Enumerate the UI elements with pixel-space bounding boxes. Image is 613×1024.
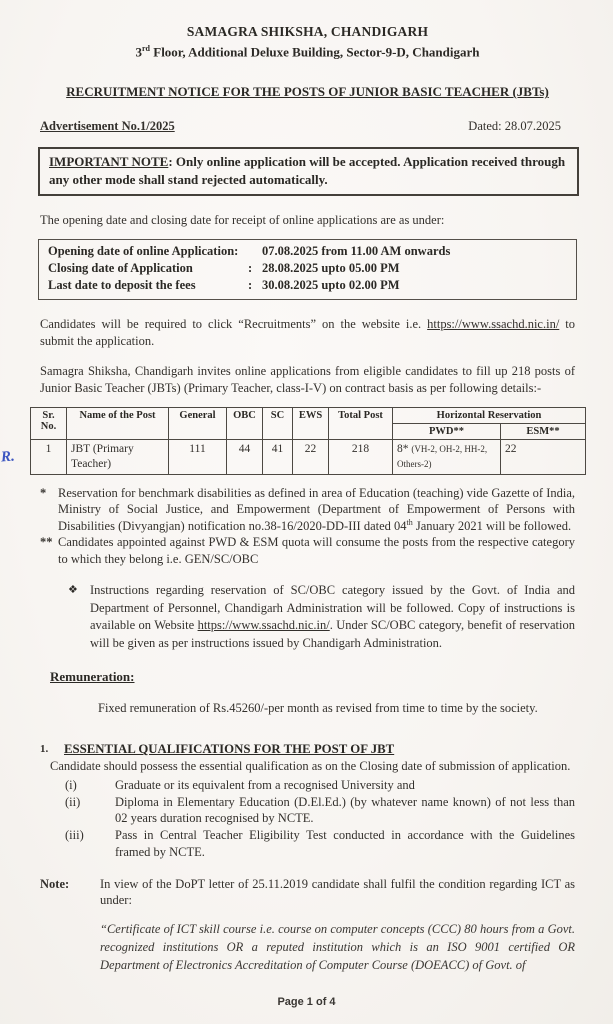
cell-general: 111 bbox=[169, 439, 227, 474]
ict-quote: “Certificate of ICT skill course i.e. course on computer concepts (CCC) 80 hours from a Govt. recognized institutions OR a reputed institution which is an ISO 9001 certified OR Department of Electronics Accreditation of Computer Course (DOEACC) of Govt. of bbox=[100, 922, 575, 972]
cell-esm: 22 bbox=[501, 439, 586, 474]
date-value: 28.08.2025 upto 05.00 PM bbox=[262, 261, 400, 276]
footnote-star bbox=[40, 485, 575, 535]
date-label: Opening date of online Application: bbox=[48, 244, 239, 259]
important-note-box bbox=[38, 147, 579, 196]
list-item-number: (iii) bbox=[65, 828, 84, 843]
dates-table bbox=[38, 239, 577, 300]
website-link: https://www.ssachd.nic.in/ bbox=[427, 316, 560, 331]
diamond-bullet-icon: ❖ bbox=[68, 584, 78, 597]
org-address bbox=[40, 44, 575, 60]
remuneration-heading: Remuneration: bbox=[50, 669, 135, 685]
list-item bbox=[65, 827, 575, 861]
ict-note-label: Note: bbox=[40, 876, 70, 891]
list-item-number: (ii) bbox=[65, 794, 81, 809]
date-label: Closing date of Application bbox=[48, 261, 193, 276]
cell-ews: 22 bbox=[293, 439, 329, 474]
ict-note-text: In view of the DoPT letter of 25.11.2019 candidate shall fulfil the condition regarding ICT as under: bbox=[100, 876, 575, 908]
footnote-star-sup: th bbox=[406, 517, 413, 527]
org-name: SAMAGRA SHIKSHA, CHANDIGARH bbox=[186, 24, 429, 39]
qualifications-list bbox=[65, 777, 575, 861]
list-item-text: Graduate or its equivalent from a recognised University and bbox=[115, 777, 415, 792]
col-header-general: General bbox=[169, 407, 227, 439]
date-label: Last date to deposit the fees bbox=[48, 277, 196, 292]
date-row-closing bbox=[48, 260, 567, 277]
remuneration-text: Fixed remuneration of Rs.45260/-per month as revised from time to time by the society. bbox=[98, 701, 538, 716]
date-value: 30.08.2025 upto 02.00 PM bbox=[262, 277, 400, 292]
date-colon: : bbox=[248, 261, 253, 276]
website-paragraph bbox=[40, 316, 575, 350]
list-item-text: Pass in Central Teacher Eligibility Test conducted in accordance with the Guidelines framed by NCTE. bbox=[115, 828, 575, 859]
date-row-opening bbox=[48, 243, 567, 260]
cell-pwd-main: 8* bbox=[397, 442, 412, 455]
qualifications-intro: Candidate should possess the essential qualification as on the Closing date of submission of application. bbox=[50, 759, 571, 774]
website-paragraph-pre: Candidates will be required to click “Recruitments” on the website i.e. bbox=[40, 316, 428, 331]
col-header-obc: OBC bbox=[227, 407, 263, 439]
address-rest: Floor, Additional Deluxe Building, Sector-9-D, Chandigarh bbox=[150, 44, 480, 60]
list-item bbox=[65, 794, 575, 828]
cell-obc: 44 bbox=[227, 439, 263, 474]
col-header-total: Total Post bbox=[329, 407, 393, 439]
col-header-horizontal-reservation: Horizontal Reservation bbox=[393, 407, 586, 423]
qualifications-heading: ESSENTIAL QUALIFICATIONS FOR THE POST OF JBT bbox=[64, 742, 395, 757]
instructions-website-link: https://www.ssachd.nic.in/ bbox=[197, 618, 330, 633]
footnote-star-marker: * bbox=[40, 485, 47, 500]
cell-sc: 41 bbox=[263, 439, 293, 474]
important-note-label: IMPORTANT NOTE bbox=[49, 154, 169, 170]
col-header-ews: EWS bbox=[293, 407, 329, 439]
address-floor-number: 3 bbox=[135, 44, 142, 60]
advertisement-row bbox=[40, 119, 575, 134]
cell-pwd bbox=[393, 439, 501, 474]
opening-dates-intro: The opening date and closing date for receipt of online applications are as under: bbox=[40, 213, 445, 228]
handwritten-margin-mark: R. bbox=[0, 448, 16, 466]
col-header-pwd: PWD** bbox=[393, 423, 501, 439]
footnote-double-star-text: Candidates appointed against PWD & ESM quota will consume the posts from the respective category to which they belong i.e. GEN/SC/OBC bbox=[58, 535, 575, 566]
footnote-star-pre: Reservation for benchmark disabilities as defined in area of Education (teaching) vide Gazette of India, Ministry of Social Justice, and Empowerment (Department of Empowerment of Persons with Disabilities (Divyangjan) notification no.38-16/2020-DD-III dated 04 bbox=[58, 485, 575, 533]
sc-obc-instructions-text bbox=[90, 582, 575, 652]
list-item-text: Diploma in Elementary Education (D.El.Ed.) (by whatever name known) of not less than 02 years duration recognised by NCTE. bbox=[115, 794, 575, 826]
col-header-sc: SC bbox=[263, 407, 293, 439]
website-paragraph-post: to submit the application. bbox=[40, 316, 575, 348]
cell-post-name: JBT (Primary Teacher) bbox=[67, 439, 169, 474]
address-floor-ordinal: rd bbox=[142, 44, 150, 53]
cell-sr: 1 bbox=[31, 439, 67, 474]
sc-obc-instructions bbox=[68, 582, 575, 652]
instructions-post: . Under SC/OBC category, benefit of reservation will be given as per instructions issued by Chandigarh Administration. bbox=[90, 618, 575, 650]
dated-value: Dated: 28.07.2025 bbox=[468, 119, 561, 134]
posts-table bbox=[30, 407, 586, 475]
qualifications-number: 1. bbox=[40, 743, 49, 756]
date-colon bbox=[248, 243, 262, 260]
footnote-star-post: January 2021 will be followed. bbox=[412, 518, 572, 533]
table-row bbox=[31, 439, 586, 474]
intro-paragraph: Samagra Shiksha, Chandigarh invites online applications from eligible candidates to fill up 218 posts of Junior Basic Teacher (JBTs) (Primary Teacher, class-I-V) on contract basis as per following details:- bbox=[40, 364, 575, 396]
table-footnotes bbox=[40, 485, 575, 568]
col-header-sr: Sr. No. bbox=[31, 407, 67, 439]
col-header-esm: ESM** bbox=[501, 423, 586, 439]
advertisement-number: Advertisement No.1/2025 bbox=[40, 119, 175, 134]
footnote-double-star-marker: ** bbox=[40, 535, 53, 550]
ict-note bbox=[40, 876, 575, 910]
cell-pwd-detail: (VH-2, OH-2, HH-2, Others-2) bbox=[397, 443, 488, 469]
page-number: Page 1 of 4 bbox=[277, 996, 336, 1008]
cell-total: 218 bbox=[329, 439, 393, 474]
footnote-double-star bbox=[40, 534, 575, 567]
instructions-pre: Instructions regarding reservation of SC/OBC category issued by the Govt. of India and Department of Personnel, Chandigarh Administration will be followed. Copy of instructions is available on Website bbox=[90, 583, 575, 633]
col-header-name: Name of the Post bbox=[67, 407, 169, 439]
date-row-fees bbox=[48, 277, 567, 294]
date-value: 07.08.2025 from 11.00 AM onwards bbox=[262, 244, 451, 259]
date-colon: : bbox=[248, 277, 253, 292]
qualifications-heading-row bbox=[40, 742, 575, 757]
important-note-text: : Only online application will be accepted. Application received through any other mode shall stand rejected automatically. bbox=[49, 154, 566, 187]
footnote-star-text bbox=[58, 485, 575, 535]
list-item bbox=[65, 777, 575, 794]
list-item-number: (i) bbox=[65, 777, 77, 792]
table-header-row-1 bbox=[31, 407, 586, 423]
document-title: RECRUITMENT NOTICE FOR THE POSTS OF JUNIOR BASIC TEACHER (JBTs) bbox=[66, 84, 549, 100]
